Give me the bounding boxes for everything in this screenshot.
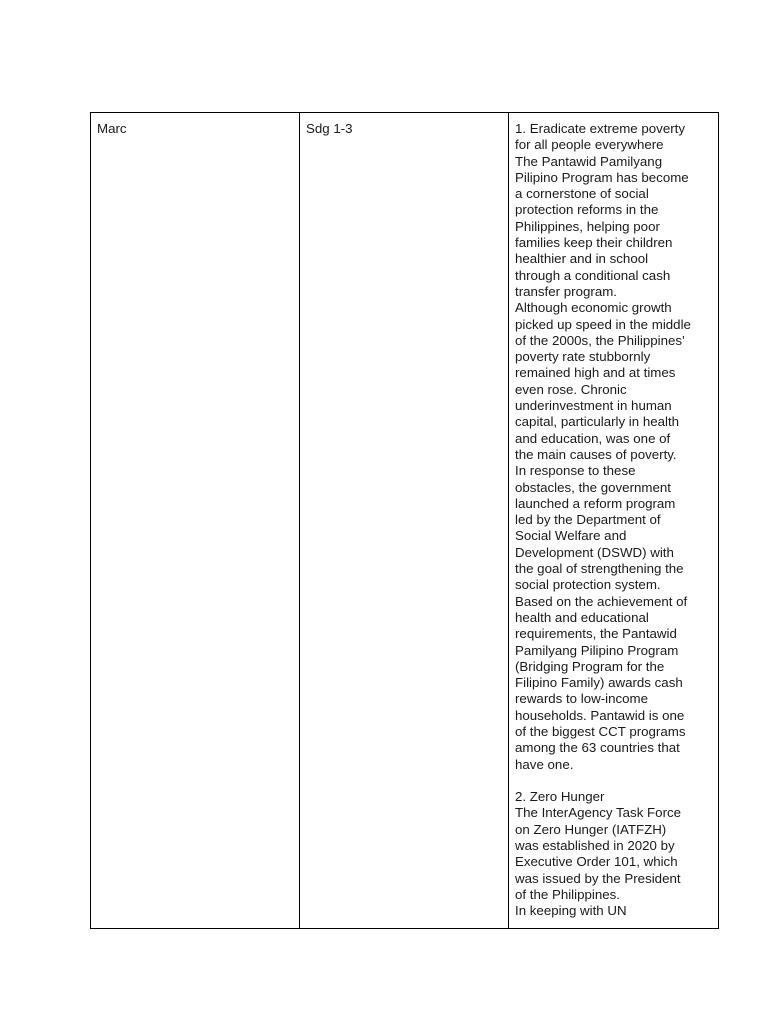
content-line: In keeping with UN (515, 903, 627, 919)
content-line: a cornerstone of social (515, 186, 649, 202)
content-line: 1. Eradicate extreme poverty (515, 121, 685, 136)
content-line: of the Philippines. (515, 886, 620, 902)
content-line: Executive Order 101, which (515, 854, 678, 870)
content-line: Social Welfare and (515, 528, 627, 544)
table-row (91, 113, 719, 929)
content-line: led by the Department of (515, 512, 661, 528)
content-line: The Pantawid Pamilyang (515, 153, 663, 169)
content-line: of the biggest CCT programs (515, 723, 686, 739)
content-line: among the 63 countries that (515, 740, 680, 756)
content-line: even rose. Chronic (515, 381, 627, 397)
content-line: protection reforms in the (515, 202, 659, 218)
content-line: Based on the achievement of (515, 593, 688, 609)
content-line: the goal of strengthening the (515, 561, 684, 577)
content-line: obstacles, the government (515, 479, 671, 495)
content-line: of the 2000s, the Philippines' (515, 332, 685, 348)
content-line: and education, was one of (515, 430, 671, 446)
content-line: social protection system. (515, 577, 661, 593)
name-text: Marc (97, 121, 127, 136)
content-line: have one. (515, 756, 574, 772)
content-text (515, 121, 712, 920)
content-line: capital, particularly in health (515, 414, 680, 430)
document-table (90, 112, 719, 929)
content-line: on Zero Hunger (IATFZH) (515, 821, 667, 837)
blank-line (515, 773, 712, 789)
content-line: Filipino Family) awards cash (515, 675, 683, 691)
content-line: for all people everywhere (515, 137, 664, 153)
content-line: health and educational (515, 609, 649, 625)
content-line: requirements, the Pantawid (515, 626, 677, 642)
content-line: Although economic growth (515, 300, 672, 316)
sdg-cell (300, 113, 509, 929)
content-line: Pamilyang Pilipino Program (515, 642, 679, 658)
name-cell (91, 113, 300, 929)
content-line: The InterAgency Task Force (515, 805, 682, 821)
content-line: households. Pantawid is one (515, 707, 685, 723)
content-line: healthier and in school (515, 251, 649, 267)
content-line: Philippines, helping poor (515, 218, 660, 234)
content-line: underinvestment in human (515, 398, 672, 414)
content-line: families keep their children (515, 235, 673, 251)
content-cell (509, 113, 719, 929)
content-line: was issued by the President (515, 870, 681, 886)
content-line: (Bridging Program for the (515, 658, 665, 674)
sdg-text: Sdg 1-3 (306, 121, 353, 136)
content-line: Development (DSWD) with (515, 544, 674, 560)
content-line: rewards to low-income (515, 691, 649, 707)
content-line: Pilipino Program has become (515, 169, 689, 185)
content-line: through a conditional cash (515, 267, 671, 283)
content-line: 2. Zero Hunger (515, 789, 605, 805)
content-line: picked up speed in the middle (515, 316, 691, 332)
content-line: launched a reform program (515, 495, 676, 511)
content-line: remained high and at times (515, 365, 676, 381)
content-line: the main causes of poverty. (515, 446, 677, 462)
content-line: transfer program. (515, 283, 617, 299)
content-line: poverty rate stubbornly (515, 349, 651, 365)
content-line: In response to these (515, 463, 636, 479)
content-line: was established in 2020 by (515, 838, 675, 854)
